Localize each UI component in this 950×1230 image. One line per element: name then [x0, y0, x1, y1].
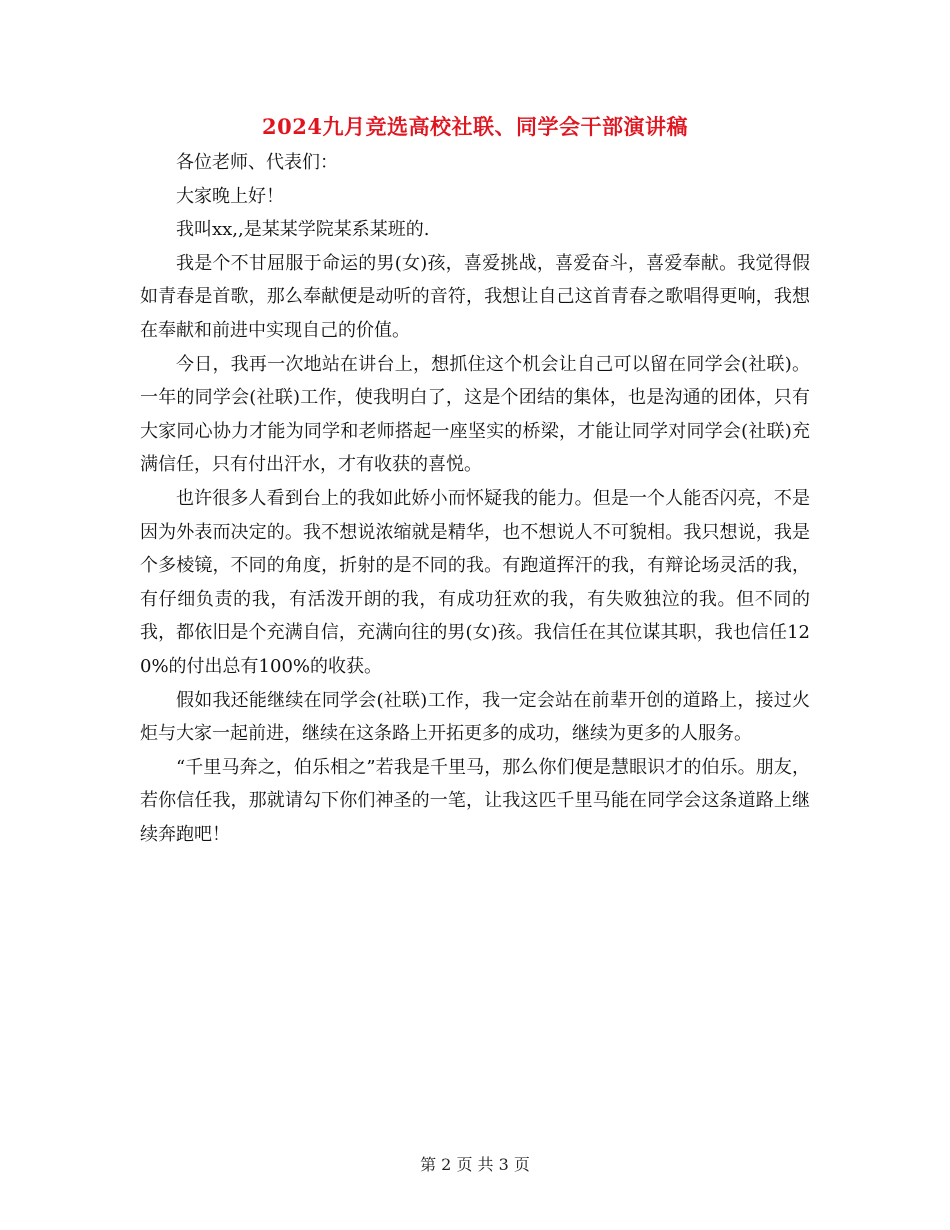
paragraph-greeting: 大家晚上好！ — [176, 185, 284, 207]
paragraph: 今日，我再一次地站在讲台上，想抓住这个机会让自己可以留在同学会(社联)。一年的同学会(社联)工作，使我明白了，这是个团结的集体，也是沟通的团体，只有大家同心协力才能为同学和老师搭起一座坚实的桥梁，才能让同学对同学会(社联)充满信任，只有付出汗水，才有收获的喜悦。 — [140, 353, 810, 476]
paragraph-salutation: 各位老师、代表们： — [176, 152, 338, 173]
document-title: 2024九月竞选高校社联、同学会干部演讲稿 — [262, 114, 688, 139]
paragraph: 假如我还能继续在同学会(社联)工作，我一定会站在前辈开创的道路上，接过火炬与大家一起前进，继续在这条路上开拓更多的成功，继续为更多的人服务。 — [140, 689, 810, 745]
page-number-footer: 第 2 页 共 3 页 — [420, 1155, 530, 1174]
paragraph: 也许很多人看到台上的我如此娇小而怀疑我的能力。但是一个人能否闪亮，不是因为外表而决定的。我不想说浓缩就是精华，也不想说人不可貌相。我只想说，我是个多棱镜，不同的角度，折射的是不同的我。有跑道挥汗的我，有辩论场灵活的我，有仔细负责的我，有活泼开朗的我，有成功狂欢的我，有失败独泣的我。但不同的我，都依旧是个充满自信，充满向往的男(女)孩。我信任在其位谋其职，我也信任120%的付出总有100%的收获。 — [140, 487, 810, 677]
paragraph-introduction: 我叫xx,,是某某学院某系某班的. — [176, 219, 430, 241]
paragraph: 我是个不甘屈服于命运的男(女)孩，喜爱挑战，喜爱奋斗，喜爱奉献。我觉得假如青春是首歌，那么奉献便是动听的音符，我想让自己这首青春之歌唱得更响，我想在奉献和前进中实现自己的价值。 — [140, 252, 810, 341]
document-body — [140, 146, 810, 851]
paragraph-closing: “千里马奔之，伯乐相之”若我是千里马，那么你们便是慧眼识才的伯乐。朋友，若你信任我，那就请勾下你们神圣的一笔，让我这匹千里马能在同学会这条道路上继续奔跑吧！ — [140, 756, 810, 845]
